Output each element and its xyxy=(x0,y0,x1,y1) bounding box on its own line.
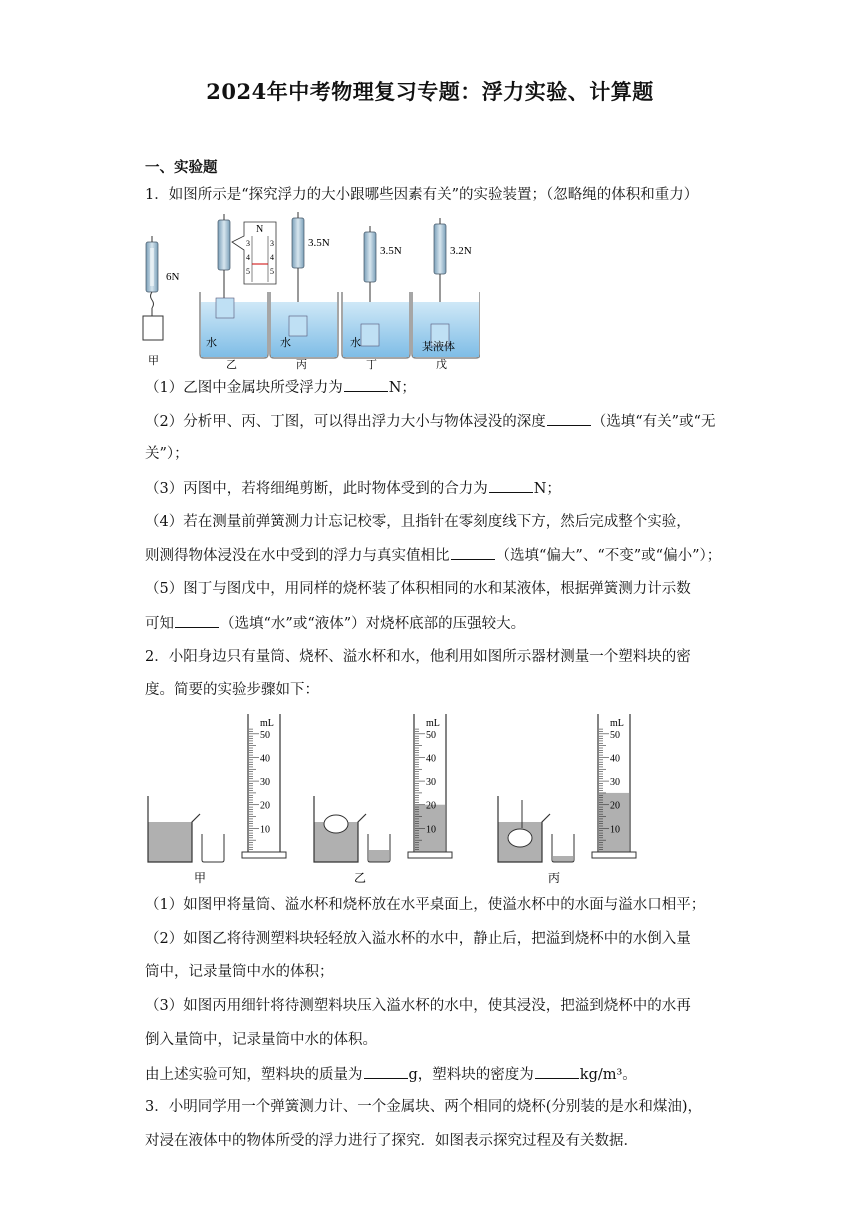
q1-part4: （4）若在测量前弹簧测力计忘记校零，且指针在零刻度线下方，然后完成整个实验， xyxy=(145,514,691,530)
caption-jia: 甲 xyxy=(148,355,159,367)
overflow-cup-bing xyxy=(498,796,550,862)
tick: 4 xyxy=(270,253,274,262)
metal-block xyxy=(143,316,163,340)
text: N； xyxy=(533,481,561,497)
q2-result xyxy=(145,1064,637,1085)
q2-step1: （1）如图甲将量筒、溢水杯和烧杯放在水平桌面上，使溢水杯中的水面与溢水口相平； xyxy=(145,897,706,913)
q1-part5-cont xyxy=(145,613,525,634)
caption-bing: 丙 xyxy=(548,871,561,885)
q1-part4-cont xyxy=(145,545,721,566)
q1-part3 xyxy=(145,478,561,499)
cylinder-tick-label: 20 xyxy=(610,800,620,812)
tick: 5 xyxy=(246,267,250,276)
tick: 3 xyxy=(270,239,274,248)
caption-yi: 乙 xyxy=(354,871,367,885)
cylinder-tick-label: 10 xyxy=(610,824,620,836)
answer-blank[interactable] xyxy=(451,545,495,560)
q1-part2 xyxy=(145,411,715,432)
scale-unit: N xyxy=(256,224,264,235)
page-title: 2024年中考物理复习专题：浮力实验、计算题 xyxy=(206,79,654,104)
answer-blank[interactable] xyxy=(547,411,591,426)
spring-scale-yi xyxy=(218,214,230,312)
spring-scale-jia xyxy=(146,236,158,316)
cylinder-unit: mL xyxy=(426,718,440,729)
cylinder-base xyxy=(592,852,636,858)
caption-bing: 丙 xyxy=(296,359,307,371)
reading-bing: 3.5N xyxy=(308,237,330,249)
graduated-cylinder xyxy=(592,714,636,858)
text: （3）丙图中，若将细绳剪断，此时物体受到的合力为 xyxy=(145,481,488,497)
text: 则测得物体浸没在水中受到的浮力与真实值相比 xyxy=(145,548,450,564)
cylinder-tick-label: 50 xyxy=(610,729,620,741)
answer-blank[interactable] xyxy=(344,377,388,392)
caption-ding: 丁 xyxy=(366,359,377,371)
caption-yi: 乙 xyxy=(226,359,237,371)
answer-blank[interactable] xyxy=(364,1064,408,1079)
tick: 5 xyxy=(270,267,274,276)
cylinder-unit: mL xyxy=(260,718,274,729)
beaker-jia xyxy=(202,834,224,862)
cylinder-tick-label: 40 xyxy=(260,753,270,765)
answer-blank[interactable] xyxy=(489,478,533,493)
text: N； xyxy=(388,380,416,396)
text: kg/m³。 xyxy=(579,1067,637,1083)
liquid-label: 水 xyxy=(350,337,361,349)
text: g，塑料块的密度为 xyxy=(408,1067,534,1083)
cylinder-tick-label: 40 xyxy=(426,753,436,765)
spring-scale-bing xyxy=(292,212,304,316)
cylinder-tick-label: 30 xyxy=(610,777,620,789)
caption-wu: 戊 xyxy=(436,359,447,371)
q3-stem-cont: 对浸在液体中的物体所受的浮力进行了探究．如图表示探究过程及有关数据． xyxy=(145,1133,638,1149)
q2-step2: （2）如图乙将待测塑料块轻轻放入溢水杯的水中，静止后，把溢到烧杯中的水倒入量 xyxy=(145,931,691,947)
text: 由上述实验可知，塑料块的质量为 xyxy=(145,1067,363,1083)
cylinder-tick-label: 30 xyxy=(260,777,270,789)
text: 可知 xyxy=(145,616,174,632)
q1-part1 xyxy=(145,377,416,398)
overflow-cup-jia xyxy=(148,796,200,862)
tick: 3 xyxy=(246,239,250,248)
q2-step3: （3）如图丙用细针将待测塑料块压入溢水杯的水中，使其浸没，把溢到烧杯中的水再 xyxy=(145,998,691,1014)
section-heading: 一、实验题 xyxy=(145,159,218,176)
cylinder-tick-label: 30 xyxy=(426,777,436,789)
cylinder-base xyxy=(408,852,452,858)
liquid-label: 水 xyxy=(280,337,291,349)
liquid-label: 某液体 xyxy=(422,341,455,353)
q2-step2-cont: 筒中，记录量筒中水的体积； xyxy=(145,964,334,980)
cylinder-tick-label: 50 xyxy=(260,729,270,741)
text: （选填“偏大”、“不变”或“偏小”）； xyxy=(495,548,722,564)
caption-jia: 甲 xyxy=(194,871,207,885)
cylinder-unit: mL xyxy=(610,718,624,729)
q2-figure xyxy=(144,704,654,890)
q2-stem: 2．小阳身边只有量筒、烧杯、溢水杯和水，他利用如图所示器材测量一个塑料块的密 xyxy=(145,649,691,665)
scale-callout xyxy=(232,222,276,284)
graduated-cylinder xyxy=(408,714,452,858)
reading-jia: 6N xyxy=(166,271,180,283)
q1-part2-cont: 关”）； xyxy=(145,446,189,462)
q2-step3-cont: 倒入量筒中，记录量筒中水的体积。 xyxy=(145,1032,377,1048)
cylinder-tick-label: 50 xyxy=(426,729,436,741)
text: （选填“水”或“液体”）对烧杯底部的压强较大。 xyxy=(220,616,526,632)
answer-blank[interactable] xyxy=(175,613,219,628)
graduated-cylinder xyxy=(242,714,286,858)
cylinder-tick-label: 20 xyxy=(260,800,270,812)
cylinder-tick-label: 20 xyxy=(426,800,436,812)
q1-stem: 1．如图所示是“探究浮力的大小跟哪些因素有关”的实验装置；（忽略绳的体积和重力） xyxy=(145,187,699,203)
reading-ding: 3.5N xyxy=(380,245,402,257)
q1-figure xyxy=(140,212,480,372)
overflow-cup-yi xyxy=(314,796,366,862)
q3-stem: 3．小明同学用一个弹簧测力计、一个金属块、两个相同的烧杯(分别装的是水和煤油)， xyxy=(145,1099,703,1115)
liquid-label: 水 xyxy=(206,337,217,349)
beaker-yi xyxy=(368,834,390,862)
text: （选填“有关”或“无 xyxy=(591,414,716,430)
q2-stem-cont: 度。简要的实验步骤如下： xyxy=(145,682,319,698)
tick: 4 xyxy=(246,253,250,262)
beaker-bing xyxy=(552,834,574,862)
text: （2）分析甲、丙、丁图，可以得出浮力大小与物体浸没的深度 xyxy=(145,414,546,430)
text: （1）乙图中金属块所受浮力为 xyxy=(145,380,343,396)
answer-blank[interactable] xyxy=(535,1064,579,1079)
cylinder-tick-label: 10 xyxy=(426,824,436,836)
cylinder-base xyxy=(242,852,286,858)
cylinder-tick-label: 40 xyxy=(610,753,620,765)
reading-wu: 3.2N xyxy=(450,245,472,257)
q1-part5: （5）图丁与图戊中，用同样的烧杯装了体积相同的水和某液体，根据弹簧测力计示数 xyxy=(145,581,691,597)
cylinder-tick-label: 10 xyxy=(260,824,270,836)
